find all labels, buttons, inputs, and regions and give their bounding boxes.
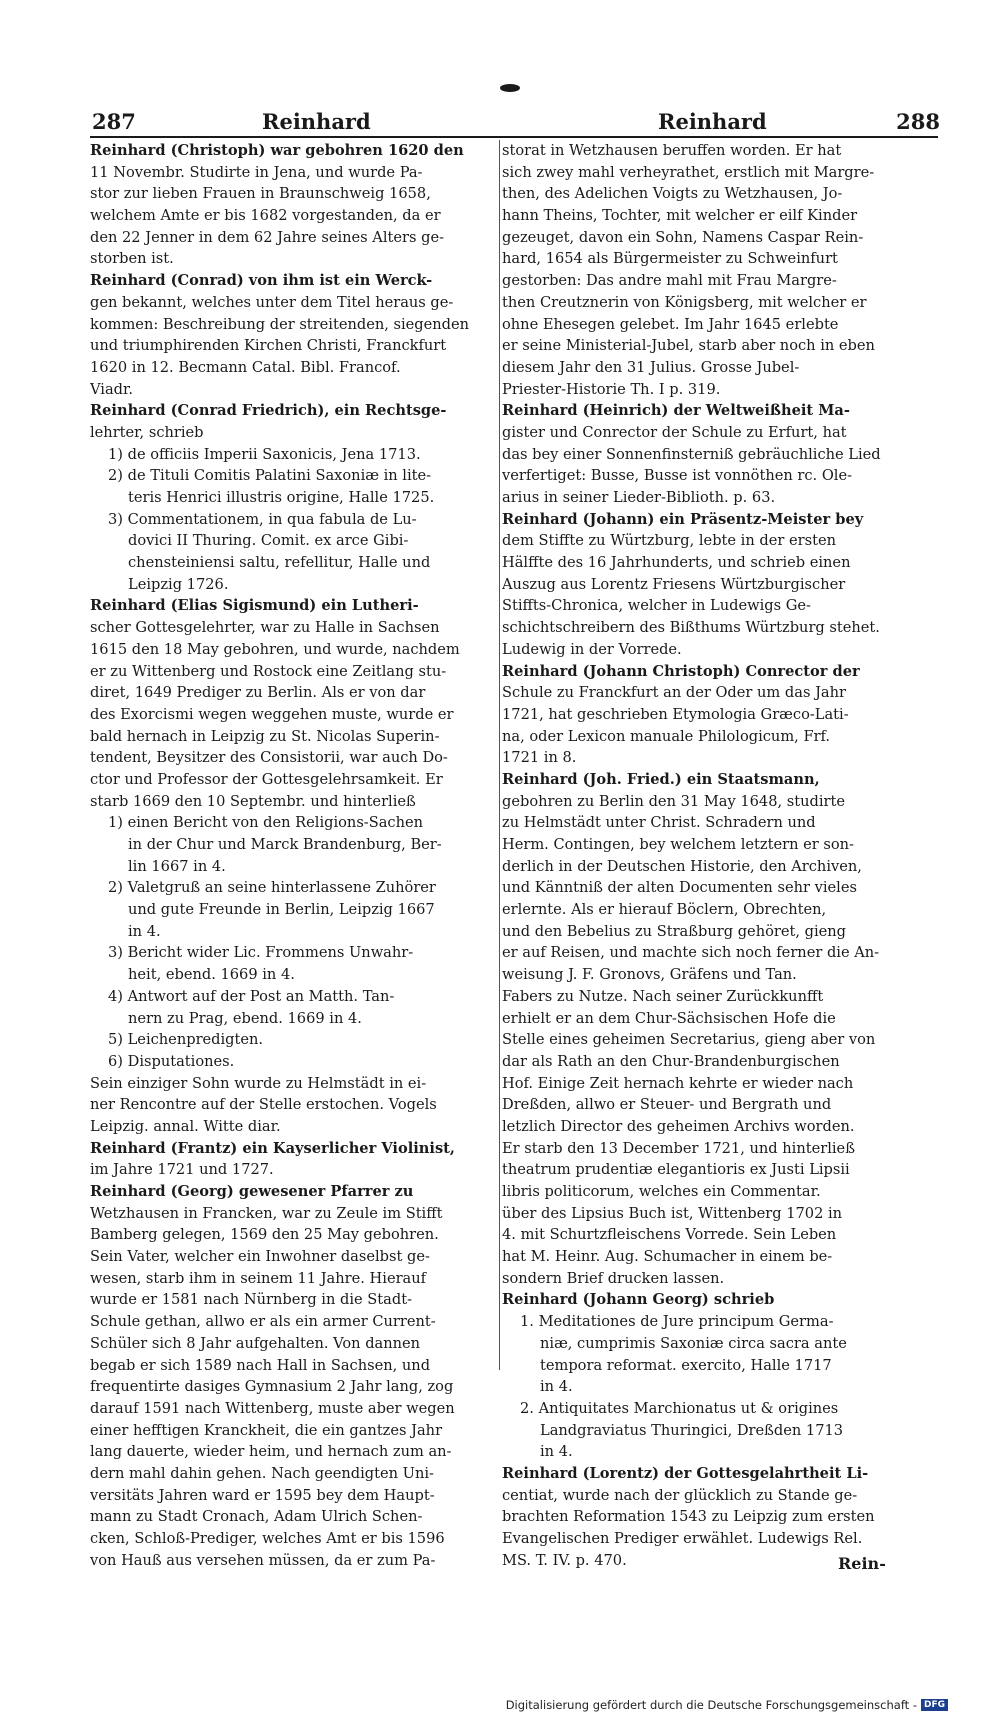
text-line: begab er sich 1589 nach Hall in Sachsen, und bbox=[90, 1356, 431, 1374]
text-line: Priester-Historie Th. I p. 319. bbox=[502, 380, 721, 398]
text-line: und den Bebelius zu Straßburg gehöret, gieng bbox=[502, 922, 847, 940]
text-line: gestorben: Das andre mahl mit Frau Margre- bbox=[502, 272, 837, 290]
text-line: 5) Leichenpredigten. bbox=[108, 1031, 264, 1049]
text-line: erlernte. Als er hierauf Böclern, Obrechten, bbox=[502, 901, 827, 919]
text-line: in 4. bbox=[128, 922, 161, 940]
text-line: Fabers zu Nutze. Nach seiner Zurückkunfft bbox=[502, 987, 824, 1005]
text-line: MS. T. IV. p. 470. bbox=[502, 1551, 627, 1569]
text-line: 2. Antiquitates Marchionatus ut & origines bbox=[520, 1399, 839, 1417]
text-line: Dreßden, allwo er Steuer- und Bergrath und bbox=[502, 1096, 832, 1114]
text-line: kommen: Beschreibung der streitenden, siegenden bbox=[90, 315, 470, 333]
text-line: 1) einen Bericht von den Religions-Sachen bbox=[108, 814, 424, 832]
page-number-right: 288 bbox=[896, 109, 940, 134]
text-line: 1721 in 8. bbox=[502, 749, 577, 767]
text-line: gezeuget, davon ein Sohn, Namens Caspar Rein- bbox=[502, 228, 864, 246]
footer-text: Digitalisierung gefördert durch die Deutsche Forschungsgemeinschaft - bbox=[505, 1698, 917, 1712]
text-line: 4. mit Schurtzfleischens Vorrede. Sein Leben bbox=[502, 1226, 837, 1244]
text-line: 1721, hat geschrieben Etymologia Græco-Lati- bbox=[502, 705, 849, 723]
text-line: erhielt er an dem Chur-Sächsischen Hofe die bbox=[502, 1009, 836, 1027]
text-line: in der Chur und Marck Brandenburg, Ber- bbox=[128, 836, 442, 853]
text-line: verfertiget: Busse, Busse ist vonnöthen rc. Ole- bbox=[502, 467, 853, 485]
text-line: nern zu Prag, ebend. 1669 in 4. bbox=[128, 1009, 362, 1027]
text-line: mann zu Stadt Cronach, Adam Ulrich Schen- bbox=[90, 1508, 423, 1526]
text-line: Sein Vater, welcher ein Inwohner daselbst ge- bbox=[90, 1248, 430, 1266]
text-line: arius in seiner Lieder-Biblioth. p. 63. bbox=[502, 489, 776, 506]
text-line: und Känntniß der alten Documenten sehr vieles bbox=[502, 879, 857, 897]
text-line: gen bekannt, welches unter dem Titel heraus ge- bbox=[90, 293, 454, 311]
text-line: über des Lipsius Buch ist, Wittenberg 1702 in bbox=[502, 1204, 843, 1222]
text-line: hann Theins, Tochter, mit welcher er eilf Kinder bbox=[502, 207, 858, 225]
text-line: scher Gottesgelehrter, war zu Halle in Sachsen bbox=[90, 619, 440, 637]
text-line: hard, 1654 als Bürgermeister zu Schweinfurt bbox=[502, 250, 838, 268]
text-line: teris Henrici illustris origine, Halle 1725. bbox=[128, 489, 435, 506]
text-line: Er starb den 13 December 1721, und hinterließ bbox=[502, 1139, 855, 1157]
text-line: Reinhard (Georg) gewesener Pfarrer zu bbox=[90, 1183, 414, 1200]
text-line: Wetzhausen in Francken, war zu Zeule im Stifft bbox=[90, 1204, 443, 1222]
text-line: starb 1669 den 10 Septembr. und hinterließ bbox=[90, 792, 416, 810]
text-line: Reinhard (Heinrich) der Weltweißheit Ma- bbox=[502, 402, 850, 420]
text-line: Herm. Contingen, bey welchem letztern er son- bbox=[502, 836, 854, 853]
text-line: bald hernach in Leipzig zu St. Nicolas Superin- bbox=[90, 727, 440, 745]
text-line: 1620 in 12. Becmann Catal. Bibl. Francof. bbox=[90, 358, 401, 376]
text-line: schichtschreibern des Bißthums Würtzburg stehet. bbox=[502, 619, 880, 637]
text-line: welchem Amte er bis 1682 vorgestanden, da er bbox=[90, 207, 441, 225]
text-line: Reinhard (Conrad Friedrich), ein Rechtsge- bbox=[90, 402, 447, 420]
text-line: Reinhard (Johann Christoph) Conrector der bbox=[502, 662, 860, 680]
text-line: gebohren zu Berlin den 31 May 1648, studirte bbox=[502, 792, 846, 810]
text-line: derlich in der Deutschen Historie, den Archiven, bbox=[502, 857, 862, 875]
text-line: und gute Freunde in Berlin, Leipzig 1667 bbox=[128, 901, 435, 919]
text-line: dar als Rath an den Chur-Brandenburgischen bbox=[502, 1052, 840, 1070]
text-line: Reinhard (Christoph) war gebohren 1620 den bbox=[90, 142, 464, 159]
right-column bbox=[502, 140, 938, 1571]
text-line: 6) Disputationes. bbox=[108, 1052, 235, 1070]
text-line: lin 1667 in 4. bbox=[128, 857, 226, 875]
text-line: 3) Commentationem, in qua fabula de Lu- bbox=[108, 510, 417, 528]
header-ornament bbox=[500, 84, 520, 92]
text-line: er seine Ministerial-Jubel, starb aber noch in eben bbox=[502, 337, 875, 355]
text-line: Bamberg gelegen, 1569 den 25 May gebohren. bbox=[90, 1226, 439, 1244]
footer bbox=[506, 1698, 948, 1712]
text-line: then Creutznerin von Königsberg, mit welcher er bbox=[502, 293, 867, 311]
text-line: zu Helmstädt unter Christ. Schradern und bbox=[502, 814, 816, 832]
catchword: Rein- bbox=[838, 1554, 886, 1573]
text-line: Reinhard (Joh. Fried.) ein Staatsmann, bbox=[502, 770, 820, 788]
text-line: Auszug aus Lorentz Friesens Würtzburgischer bbox=[502, 575, 846, 593]
text-line: ner Rencontre auf der Stelle erstochen. Vogels bbox=[90, 1096, 437, 1114]
page-number-left: 287 bbox=[92, 109, 136, 134]
text-line: tendent, Beysitzer des Consistorii, war auch Do- bbox=[90, 749, 448, 767]
text-line: chensteiniensi saltu, refellitur, Halle und bbox=[128, 554, 431, 572]
text-line: von Hauß aus versehen müssen, da er zum Pa- bbox=[90, 1551, 436, 1569]
text-line: Reinhard (Frantz) ein Kayserlicher Violinist, bbox=[90, 1139, 455, 1157]
text-line: Leipzig. annal. Witte diar. bbox=[90, 1117, 281, 1135]
text-line: Stiffts-Chronica, welcher in Ludewigs Ge- bbox=[502, 597, 811, 615]
text-line: Schüler sich 8 Jahr aufgehalten. Von dannen bbox=[90, 1334, 421, 1352]
text-line: theatrum prudentiæ elegantioris ex Justi Lipsii bbox=[502, 1161, 850, 1179]
dfg-logo: DFG bbox=[921, 1699, 948, 1711]
text-line: Reinhard (Conrad) von ihm ist ein Werck- bbox=[90, 272, 433, 290]
text-line: Evangelischen Prediger erwählet. Ludewigs Rel. bbox=[502, 1530, 863, 1547]
text-line: weisung J. F. Gronovs, Gräfens und Tan. bbox=[502, 966, 797, 984]
text-line: Ludewig in der Vorrede. bbox=[502, 640, 682, 658]
text-line: in 4. bbox=[540, 1443, 573, 1461]
text-line: na, oder Lexicon manuale Philologicum, Frf. bbox=[502, 727, 831, 745]
text-line: Viadr. bbox=[90, 380, 134, 398]
column-divider bbox=[499, 140, 500, 1370]
text-line: den 22 Jenner in dem 62 Jahre seines Alters ge- bbox=[90, 228, 445, 246]
text-line: in 4. bbox=[540, 1378, 573, 1396]
text-line: er auf Reisen, und machte sich noch ferner die An- bbox=[502, 944, 880, 962]
text-line: ctor und Professor der Gottesgelehrsamkeit. Er bbox=[90, 770, 443, 788]
text-line: sondern Brief drucken lassen. bbox=[502, 1269, 725, 1287]
header-rule bbox=[90, 136, 938, 138]
text-line: ohne Ehesegen gelebet. Im Jahr 1645 erlebte bbox=[502, 315, 839, 333]
text-line: Reinhard (Johann Georg) schrieb bbox=[502, 1291, 775, 1309]
text-line: stor zur lieben Frauen in Braunschweig 1658, bbox=[90, 185, 431, 203]
running-title-right: Reinhard bbox=[658, 109, 767, 134]
text-line: storben ist. bbox=[90, 250, 174, 268]
text-line: dovici II Thuring. Comit. ex arce Gibi- bbox=[128, 532, 409, 550]
text-line: und triumphirenden Kirchen Christi, Franckfurt bbox=[90, 337, 447, 355]
text-line: lehrter, schrieb bbox=[90, 423, 204, 441]
text-line: Reinhard (Lorentz) der Gottesgelahrtheit Li- bbox=[502, 1464, 869, 1482]
text-line: frequentirte dasiges Gymnasium 2 Jahr lang, zog bbox=[90, 1378, 454, 1396]
text-line: Sein einziger Sohn wurde zu Helmstädt in ei- bbox=[90, 1074, 427, 1092]
text-line: Leipzig 1726. bbox=[128, 575, 229, 593]
text-line: Schule gethan, allwo er als ein armer Current- bbox=[90, 1313, 436, 1331]
text-line: 2) Valetgruß an seine hinterlassene Zuhörer bbox=[108, 879, 436, 897]
text-line: libris politicorum, welches ein Commentar. bbox=[502, 1183, 821, 1200]
text-line: centiat, wurde nach der glücklich zu Stande ge- bbox=[502, 1486, 858, 1504]
text-line: versitäts Jahren ward er 1595 bey dem Haupt- bbox=[90, 1486, 435, 1504]
text-line: diesem Jahr den 31 Julius. Grosse Jubel- bbox=[502, 358, 800, 376]
text-line: des Exorcismi wegen weggehen muste, wurde er bbox=[90, 705, 454, 723]
text-line: diret, 1649 Prediger zu Berlin. Als er von dar bbox=[90, 684, 426, 702]
text-line: Reinhard (Johann) ein Präsentz-Meister bey bbox=[502, 510, 864, 528]
text-line: tempora reformat. exercito, Halle 1717 bbox=[540, 1356, 832, 1374]
text-line: Hof. Einige Zeit hernach kehrte er wieder nach bbox=[502, 1074, 854, 1092]
text-line: 1615 den 18 May gebohren, und wurde, nachdem bbox=[90, 640, 460, 658]
text-line: Hälffte des 16 Jahrhunderts, und schrieb einen bbox=[502, 554, 851, 572]
text-line: then, des Adelichen Voigts zu Wetzhausen, Jo- bbox=[502, 185, 843, 203]
text-line: 4) Antwort auf der Post an Matth. Tan- bbox=[108, 987, 395, 1005]
text-line: niæ, cumprimis Saxoniæ circa sacra ante bbox=[540, 1334, 847, 1352]
text-line: Reinhard (Elias Sigismund) ein Lutheri- bbox=[90, 597, 419, 615]
text-line: 11 Novembr. Studirte in Jena, und wurde Pa- bbox=[90, 163, 423, 181]
text-line: gister und Conrector der Schule zu Erfurt, hat bbox=[502, 423, 847, 441]
text-line: wurde er 1581 nach Nürnberg in die Stadt- bbox=[90, 1291, 412, 1309]
text-line: wesen, starb ihm in seinem 11 Jahre. Hierauf bbox=[90, 1269, 427, 1287]
text-line: das bey einer Sonnenfinsterniß gebräuchliche Lied bbox=[502, 445, 881, 463]
text-line: Stelle eines geheimen Secretarius, gieng aber von bbox=[502, 1031, 876, 1049]
running-title-left: Reinhard bbox=[262, 109, 371, 134]
text-line: Landgraviatus Thuringici, Dreßden 1713 bbox=[540, 1421, 844, 1439]
text-line: dern mahl dahin gehen. Nach geendigten Uni- bbox=[90, 1464, 434, 1482]
text-line: storat in Wetzhausen beruffen worden. Er hat bbox=[502, 142, 842, 159]
text-line: 1. Meditationes de Jure principum Germa- bbox=[520, 1313, 834, 1331]
text-line: darauf 1591 nach Wittenberg, muste aber wegen bbox=[90, 1399, 455, 1417]
text-line: letzlich Director des geheimen Archivs worden. bbox=[502, 1117, 855, 1135]
text-line: 2) de Tituli Comitis Palatini Saxoniæ in lite- bbox=[108, 467, 432, 485]
text-line: lang dauerte, wieder heim, und hernach zum an- bbox=[90, 1443, 452, 1461]
text-line: Schule zu Franckfurt an der Oder um das Jahr bbox=[502, 684, 847, 702]
text-line: dem Stiffte zu Würtzburg, lebte in der ersten bbox=[502, 532, 836, 550]
text-line: heit, ebend. 1669 in 4. bbox=[128, 966, 295, 984]
text-line: brachten Reformation 1543 zu Leipzig zum ersten bbox=[502, 1508, 875, 1526]
text-line: 3) Bericht wider Lic. Frommens Unwahr- bbox=[108, 944, 414, 962]
text-line: im Jahre 1721 und 1727. bbox=[90, 1161, 274, 1179]
left-column bbox=[90, 140, 500, 1571]
text-line: einer hefftigen Kranckheit, die ein gantzes Jahr bbox=[90, 1421, 443, 1439]
text-line: cken, Schloß-Prediger, welches Amt er bis 1596 bbox=[90, 1530, 445, 1547]
text-line: er zu Wittenberg und Rostock eine Zeitlang stu- bbox=[90, 662, 447, 680]
text-line: sich zwey mahl verheyrathet, erstlich mit Margre- bbox=[502, 163, 875, 181]
text-line: 1) de officiis Imperii Saxonicis, Jena 1713. bbox=[108, 445, 421, 463]
text-line: hat M. Heinr. Aug. Schumacher in einem be- bbox=[502, 1248, 833, 1266]
